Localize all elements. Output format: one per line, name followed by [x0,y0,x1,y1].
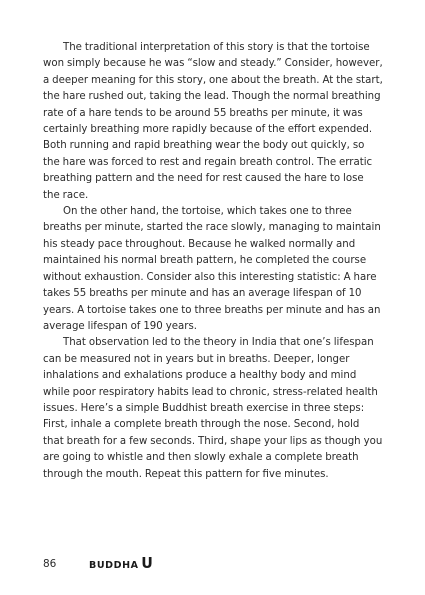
paragraph-1: The traditional interpretation of this story is that the tortoise won simply because he was “slow and steady.” Consider, however, a deeper meaning for this story, one about the breath. At the start, the hare rushed out, taking the lead. Though the normal breathing rate of a hare tends to be around 55 breaths per minute, it was certainly breathing more rapidly because of the effort expended. Both running and rapid breathing wear the body out quickly, so the hare was forced to rest and regain breath control. The erratic breathing pattern and the need for rest caused the hare to lose the race. [43,42,383,201]
paragraph-3: That observation led to the theory in India that one’s lifespan can be measured not in years but in breaths. Deeper, longer inhalations and exhalations produce a healthy body and mind while poor respiratory habits lead to chronic, stress-related health issues. Here’s a simple Buddhist breath exercise in three steps: First, inhale a complete breath through the nose. Second, hold that breath for a few seconds. Third, shape your lips as though you are going to whistle and then slowly exhale a complete breath through the mouth. Repeat this pattern for five minutes. [43,337,383,480]
paragraph-2: On the other hand, the tortoise, which takes one to three breaths per minute, started the race slowly, managing to maintain his steady pace throughout. Because he walked normally and maintained his normal breath pattern, he completed the course without exhaustion. Consider also this interesting statistic: A hare takes 55 breaths per minute and has an average lifespan of 10 years. A tortoise takes one to three breaths per minute and has an average lifespan of 190 years. [43,206,381,332]
body-text [43,40,383,483]
logo-mark: U [140,554,153,573]
page-footer [43,554,153,574]
book-logo [89,554,153,573]
page-number: 86 [43,558,57,570]
logo-word: BUDDHA [89,560,139,572]
